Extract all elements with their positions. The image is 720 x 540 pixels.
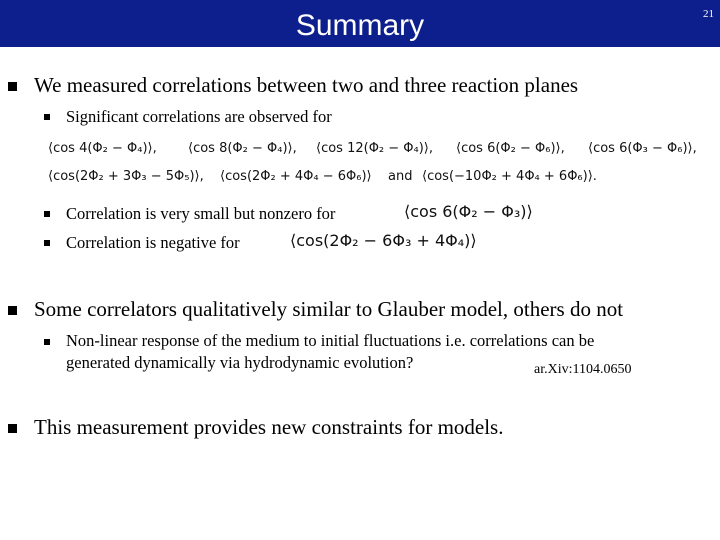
equation-term: ⟨cos 6(Φ₂ − Φ₆)⟩, — [456, 141, 565, 156]
equation-row-1 — [48, 141, 708, 161]
equation-term: ⟨cos 12(Φ₂ − Φ₄)⟩, — [316, 141, 434, 156]
sub-bullet-text-very-small: Correlation is very small but nonzero for — [66, 204, 336, 223]
equation-term: and — [388, 169, 413, 184]
sub-bullet-marker — [44, 114, 50, 120]
bullet-text-glauber: Some correlators qualitatively similar to Glauber model, others do not — [34, 297, 624, 321]
arxiv-reference: ar.Xiv:1104.0650 — [534, 362, 632, 377]
bullet-text-measured-correlations: We measured correlations between two and three reaction planes — [34, 73, 579, 97]
bullet-marker — [8, 424, 17, 433]
equation-row-2 — [48, 169, 708, 189]
sub-bullet-text-significant: Significant correlations are observed for — [66, 107, 332, 126]
equation-term: ⟨cos(2Φ₂ + 3Φ₃ − 5Φ₅)⟩, — [48, 169, 204, 184]
equation-term: ⟨cos 6(Φ₃ − Φ₆)⟩, — [588, 141, 697, 156]
sub-bullet-marker — [44, 240, 50, 246]
slide-number: 21 — [703, 8, 714, 20]
slide-title: Summary — [295, 9, 425, 42]
equation-negative: ⟨cos(2Φ₂ − 6Φ₃ + 4Φ₄)⟩ — [290, 231, 477, 250]
bullet-text-constraints: This measurement provides new constraints for models. — [34, 415, 504, 439]
equation-term: ⟨cos 8(Φ₂ − Φ₄)⟩, — [188, 141, 297, 156]
equation-term: ⟨cos(2Φ₂ + 4Φ₄ − 6Φ₆)⟩ — [220, 169, 372, 184]
sub-bullet-text-negative: Correlation is negative for — [66, 233, 240, 252]
bullet-marker — [8, 82, 17, 91]
sub-bullet-text-nonlinear-line1: Non-linear response of the medium to initial fluctuations i.e. correlations can be — [66, 331, 595, 350]
sub-bullet-marker — [44, 339, 50, 345]
equation-very-small: ⟨cos 6(Φ₂ − Φ₃)⟩ — [404, 202, 533, 221]
equation-term: ⟨cos(−10Φ₂ + 4Φ₄ + 6Φ₆)⟩. — [422, 169, 597, 184]
sub-bullet-text-nonlinear-line2: generated dynamically via hydrodynamic evolution? — [66, 353, 414, 372]
sub-bullet-marker — [44, 211, 50, 217]
equation-term: ⟨cos 4(Φ₂ − Φ₄)⟩, — [48, 141, 157, 156]
bullet-marker — [8, 306, 17, 315]
